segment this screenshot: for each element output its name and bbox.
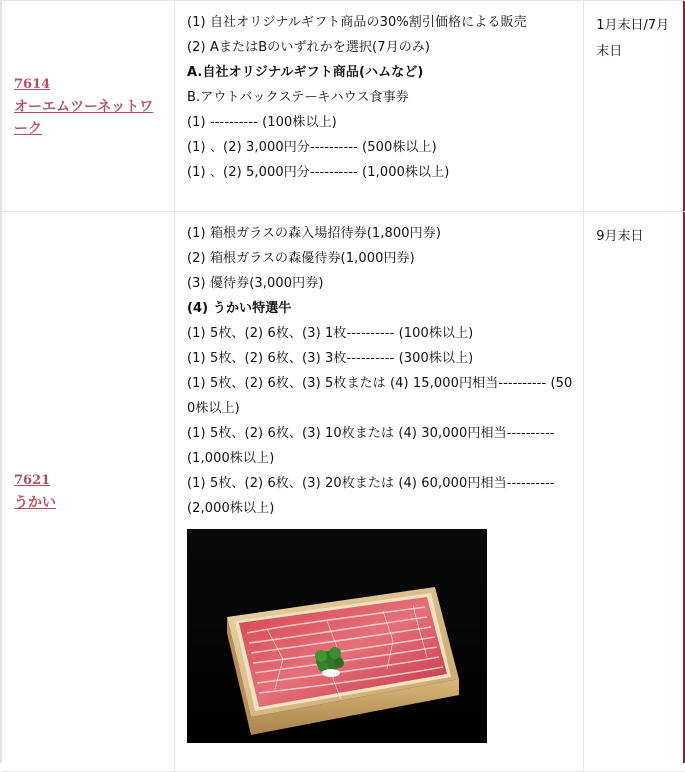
benefit-line: (1) 5枚、(2) 6枚、(3) 20枚または (4) 60,000円相当---------- (2,000株以上) [187, 476, 555, 516]
record-date: 9月末日 [596, 229, 644, 244]
company-cell [2, 212, 175, 772]
benefit-line: (2) 箱根ガラスの森優待券(1,000円券) [187, 251, 415, 266]
company-name: オーエムツーネットワーク [14, 98, 154, 137]
benefit-line: (1) 5枚、(2) 6枚、(3) 10枚または (4) 30,000円相当---------- (1,000株以上) [187, 426, 555, 466]
benefit-detail-cell [175, 212, 584, 772]
table-row [2, 1, 685, 212]
benefit-line: B.アウトバックステーキハウス食事券 [187, 90, 409, 105]
shareholder-benefits-table [2, 0, 685, 772]
benefit-line: (4) うかい特選牛 [187, 301, 292, 316]
benefit-line: (1) 、(2) 3,000円分---------- (500株以上) [187, 140, 437, 155]
benefit-detail-cell [175, 1, 584, 212]
benefit-line: (1) ---------- (100株以上) [187, 115, 337, 130]
company-name: うかい [14, 495, 56, 511]
benefit-line: (1) 5枚、(2) 6枚、(3) 3枚---------- (300株以上) [187, 351, 474, 366]
table-row [2, 212, 685, 772]
record-date-cell [584, 212, 685, 772]
benefit-line: (1) 箱根ガラスの森入場招待券(1,800円券) [187, 226, 442, 241]
company-link-7621[interactable] [14, 469, 166, 514]
company-code: 7614 [14, 76, 51, 92]
company-cell [2, 1, 175, 212]
benefit-line: (1) 5枚、(2) 6枚、(3) 5枚または (4) 15,000円相当---------- (500株以上) [187, 376, 573, 416]
benefit-line: A.自社オリジナルギフト商品(ハムなど) [187, 65, 424, 80]
benefit-line: (1) 5枚、(2) 6枚、(3) 1枚---------- (100株以上) [187, 326, 474, 341]
benefit-line: (1) 、(2) 5,000円分---------- (1,000株以上) [187, 165, 450, 180]
company-code: 7621 [14, 473, 51, 488]
benefit-line: (1) 自社オリジナルギフト商品の30%割引価格による販売 [187, 15, 527, 30]
wagyu-beef-photo [187, 529, 487, 743]
company-link-7614[interactable] [14, 73, 166, 140]
benefit-line: (2) AまたはBのいずれかを選択(7月のみ) [187, 40, 431, 55]
benefit-line: (3) 優待券(3,000円券) [187, 276, 324, 291]
record-date-cell [584, 1, 685, 212]
record-date: 1月末日/7月末日 [596, 18, 670, 59]
